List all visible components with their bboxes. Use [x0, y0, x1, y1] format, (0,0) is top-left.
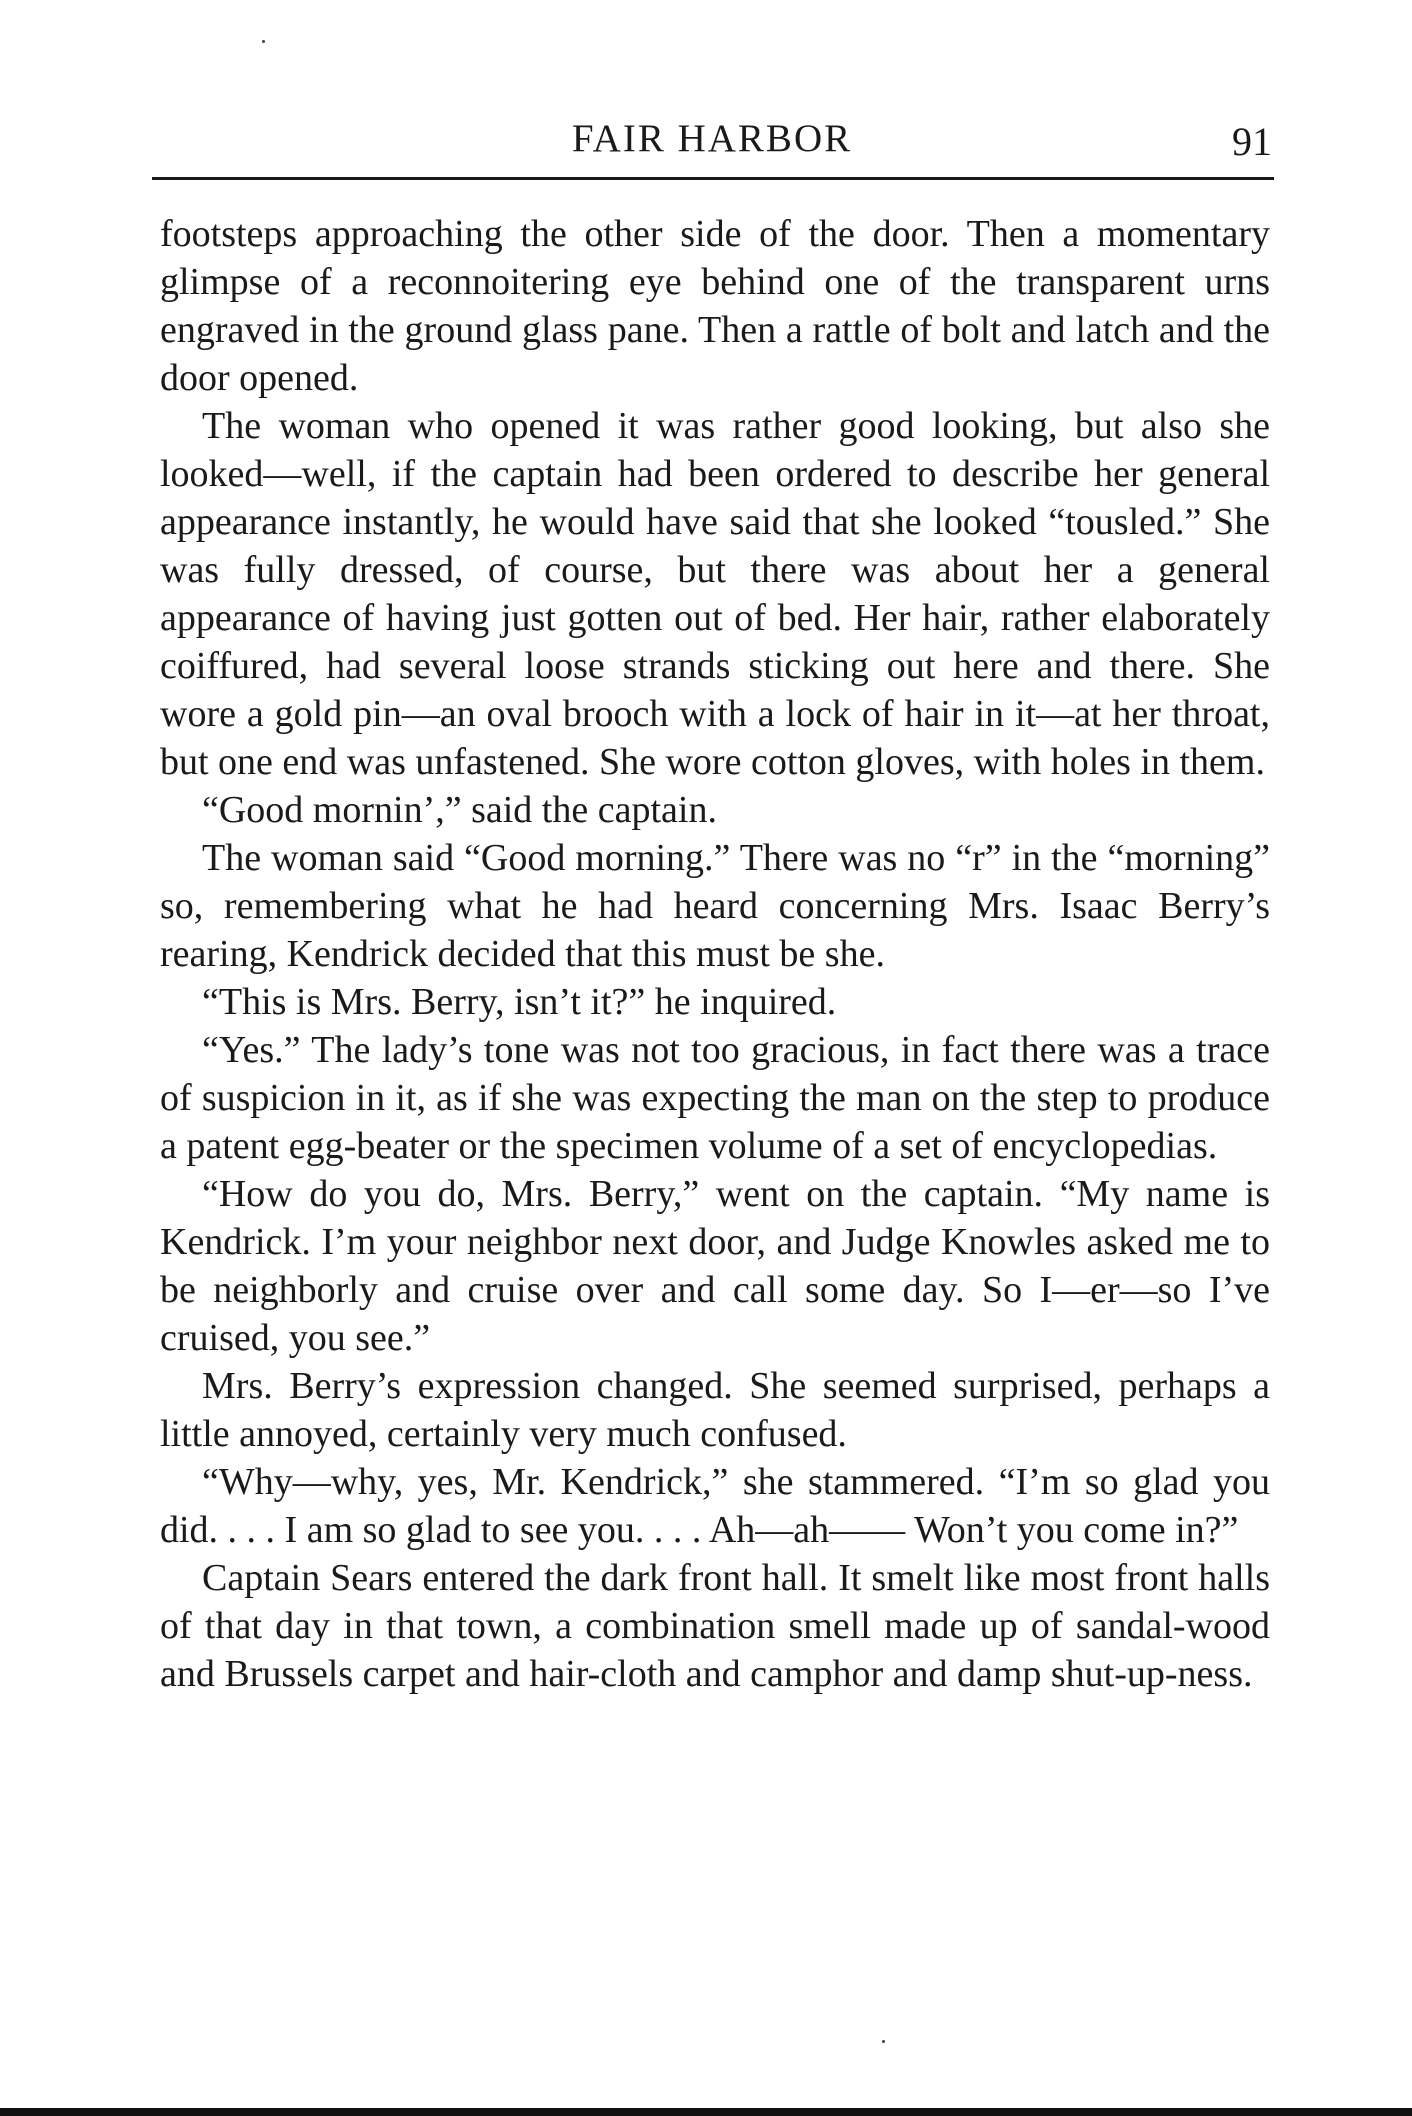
- scan-speck: [882, 2040, 885, 2043]
- paragraph: “Yes.” The lady’s tone was not too gracious, in fact there was a trace of suspicion in it, as if she was expecting the man on the step to produce a patent egg-beater or the specimen volume of a set of encyclopedias.: [160, 1029, 1270, 1167]
- paragraph: footsteps approaching the other side of the door. Then a momentary glimpse of a reconnoitering eye behind one of the transparent urns engraved in the ground glass pane. Then a rattle of bolt and latch and the door opened.: [160, 213, 1270, 399]
- paragraph: “Good mornin’,” said the captain.: [202, 789, 717, 831]
- body-text: [160, 210, 1270, 1698]
- header-rule: [152, 177, 1274, 180]
- running-head: FAIR HARBOR: [571, 117, 853, 160]
- paragraph: The woman who opened it was rather good looking, but also she looked—well, if the captain had been ordered to describe her general appearance instantly, he would have said that she looked “tousled.” She was fully dressed, of course, but there was about her a general appearance of having just gotten out of bed. Her hair, rather elaborately coiffured, had several loose strands sticking out here and there. She wore a gold pin—an oval brooch with a lock of hair in it—at her throat, but one end was unfastened. She wore cotton gloves, with holes in them.: [160, 405, 1270, 783]
- scan-speck: [262, 40, 265, 43]
- scan-edge: [0, 2108, 1412, 2116]
- page-header: [152, 112, 1272, 172]
- paragraph: “This is Mrs. Berry, isn’t it?” he inquired.: [202, 981, 837, 1023]
- paragraph: “How do you do, Mrs. Berry,” went on the captain. “My name is Kendrick. I’m your neighbor next door, and Judge Knowles asked me to be neighborly and cruise over and call some day. So I—er—so I’ve cruised, you see.”: [160, 1173, 1270, 1359]
- paragraph: “Why—why, yes, Mr. Kendrick,” she stammered. “I’m so glad you did. . . . I am so glad to see you. . . . Ah—ah—— Won’t you come in?”: [160, 1461, 1270, 1551]
- page-number: 91: [1232, 119, 1272, 164]
- paragraph: The woman said “Good morning.” There was no “r” in the “morning” so, remembering what he had heard concerning Mrs. Isaac Berry’s rearing, Kendrick decided that this must be she.: [160, 837, 1270, 975]
- paragraph: Mrs. Berry’s expression changed. She seemed surprised, perhaps a little annoyed, certainly very much confused.: [160, 1365, 1270, 1455]
- paragraph: Captain Sears entered the dark front hall. It smelt like most front halls of that day in that town, a combination smell made up of sandal-wood and Brussels carpet and hair-cloth and camphor and damp shut-up-ness.: [160, 1557, 1270, 1695]
